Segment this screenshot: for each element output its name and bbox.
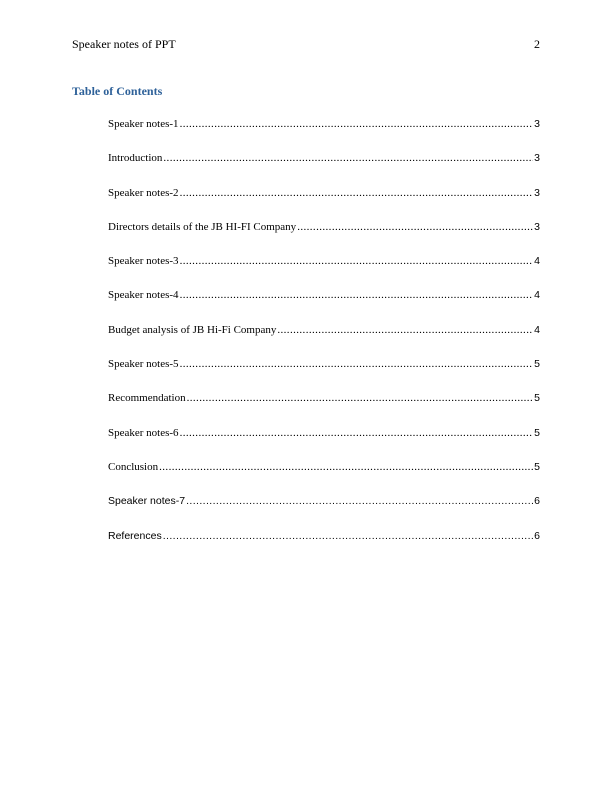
- toc-entry-page: 5: [534, 358, 540, 371]
- toc-entry[interactable]: [108, 186, 540, 220]
- toc-entry-label: Recommendation: [108, 392, 186, 405]
- toc-entry-label: Speaker notes-3: [108, 255, 179, 268]
- toc-entry-page: 5: [534, 460, 540, 473]
- toc-dot-leader: [159, 460, 533, 474]
- toc-entry[interactable]: [108, 529, 540, 563]
- toc-entry[interactable]: [108, 426, 540, 460]
- toc-dot-leader: [187, 391, 534, 405]
- toc-entry-label: Speaker notes-4: [108, 289, 179, 302]
- table-of-contents: [108, 117, 540, 563]
- toc-entry[interactable]: [108, 288, 540, 322]
- toc-entry-label: References: [108, 529, 162, 542]
- toc-dot-leader: [180, 254, 534, 268]
- toc-entry-page: 6: [534, 495, 540, 508]
- toc-entry-page: 5: [534, 426, 540, 439]
- header-page-number: 2: [534, 37, 540, 51]
- toc-entry[interactable]: [108, 460, 540, 494]
- toc-entry-page: 3: [534, 118, 540, 130]
- toc-entry-page: 4: [534, 323, 540, 336]
- toc-entry[interactable]: [108, 117, 540, 151]
- toc-entry-page: 3: [534, 152, 540, 165]
- toc-entry-label: Speaker notes-1: [108, 118, 179, 130]
- toc-entry[interactable]: [108, 494, 540, 528]
- toc-dot-leader: [180, 186, 534, 200]
- toc-entry-label: Speaker notes-5: [108, 358, 179, 371]
- toc-dot-leader: [277, 323, 533, 337]
- toc-entry-label: Speaker notes-6: [108, 426, 179, 439]
- toc-entry[interactable]: [108, 151, 540, 185]
- toc-entry-label: Speaker notes-2: [108, 186, 179, 199]
- toc-dot-leader: [180, 357, 534, 371]
- toc-entry[interactable]: [108, 391, 540, 425]
- toc-dot-leader: [180, 426, 534, 440]
- toc-dot-leader: [186, 494, 533, 508]
- toc-entry[interactable]: [108, 220, 540, 254]
- toc-dot-leader: [180, 288, 534, 302]
- toc-heading: Table of Contents: [72, 84, 163, 98]
- toc-dot-leader: [163, 529, 533, 543]
- toc-entry[interactable]: [108, 323, 540, 357]
- toc-dot-leader: [180, 117, 534, 131]
- toc-entry[interactable]: [108, 357, 540, 391]
- toc-entry-page: 3: [534, 186, 540, 199]
- toc-entry-label: Conclusion: [108, 460, 159, 473]
- toc-entry-page: 4: [534, 255, 540, 268]
- toc-entry-page: 6: [534, 529, 540, 542]
- toc-entry-page: 4: [534, 289, 540, 302]
- toc-entry-page: 5: [534, 392, 540, 405]
- toc-entry-label: Introduction: [108, 152, 163, 165]
- header-title: Speaker notes of PPT: [72, 37, 176, 51]
- toc-entry-label: Speaker notes-7: [108, 495, 186, 508]
- toc-dot-leader: [163, 151, 533, 165]
- toc-entry-label: Directors details of the JB HI-FI Company: [108, 220, 297, 233]
- page-header: [72, 37, 540, 53]
- toc-entry-page: 3: [534, 220, 540, 233]
- toc-entry-label: Budget analysis of JB Hi-Fi Company: [108, 323, 277, 336]
- toc-entry[interactable]: [108, 254, 540, 288]
- toc-dot-leader: [297, 220, 533, 234]
